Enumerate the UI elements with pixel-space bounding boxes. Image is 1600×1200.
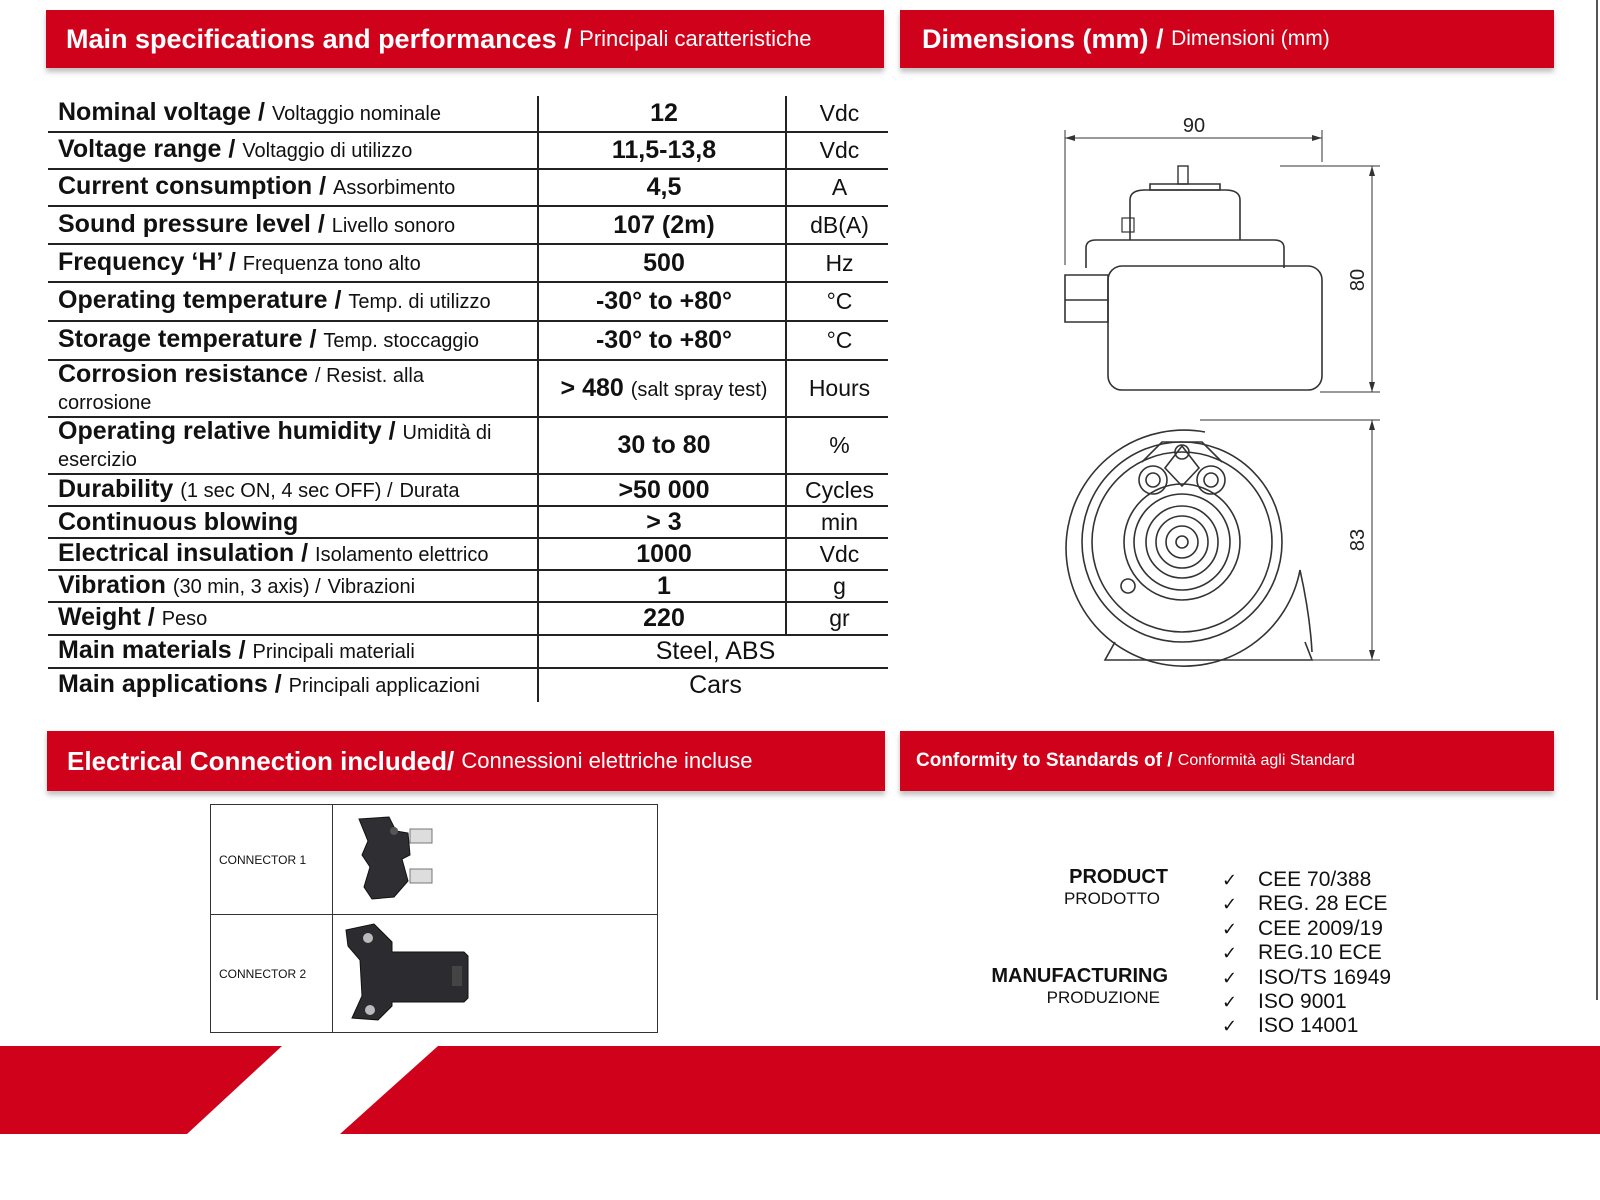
spec-label: Main materials / Principali materiali [48, 635, 538, 668]
table-row [48, 602, 888, 635]
spec-unit: dB(A) [786, 206, 888, 244]
spec-unit: % [786, 417, 888, 474]
spec-value: 4,5 [538, 169, 786, 206]
list-item: ✓ CEE 2009/19 [1222, 916, 1383, 940]
spec-value: > 3 [538, 506, 786, 538]
spec-label: Sound pressure level / Livello sonoro [48, 206, 538, 244]
spec-label: Electrical insulation / Isolamento elettrico [48, 538, 538, 570]
check-icon: ✓ [1222, 870, 1238, 890]
manufacturing-label [960, 965, 1168, 1008]
table-row [48, 169, 888, 206]
spec-label: Continuous blowing [48, 506, 538, 538]
spec-unit: Vdc [786, 132, 888, 169]
spec-label: Voltage range / Voltaggio di utilizzo [48, 132, 538, 169]
scrollbar[interactable] [1596, 0, 1598, 1000]
table-row [48, 360, 888, 417]
spec-label: Vibration (30 min, 3 axis) / Vibrazioni [48, 570, 538, 602]
table-row [48, 506, 888, 538]
spec-unit: Hz [786, 244, 888, 282]
spec-label: Main applications / Principali applicazioni [58, 670, 480, 698]
electrical-header-it: Connessioni elettriche incluse [461, 748, 753, 773]
conformity-header-en: Conformity to Standards of / [916, 750, 1173, 771]
dim-height-front-label: 83 [1347, 528, 1369, 552]
list-item: ✓ ISO 9001 [1222, 989, 1347, 1013]
table-row [48, 635, 888, 668]
spec-table [48, 96, 888, 702]
electrical-header-en: Electrical Connection included/ [67, 745, 455, 776]
spec-label: Nominal voltage / Voltaggio nominale [48, 96, 538, 132]
table-row [48, 474, 888, 506]
spec-unit: Vdc [786, 538, 888, 570]
spec-label: Corrosion resistance / Resist. alla corrosione [48, 360, 538, 417]
table-row [48, 206, 888, 244]
list-item: ✓ ISO/TS 16949 [1222, 965, 1392, 989]
spec-value: 30 to 80 [538, 417, 786, 474]
spec-label: Weight / Peso [48, 602, 538, 635]
spec-unit: °C [786, 282, 888, 321]
spec-label: Durability (1 sec ON, 4 sec OFF) / Durata [48, 474, 538, 506]
connector-label: CONNECTOR 1 [211, 805, 333, 915]
table-row [48, 244, 888, 282]
connector-2-icon [334, 916, 484, 1026]
table-row [48, 282, 888, 321]
dim-width-label: 90 [1182, 115, 1206, 137]
dimensions-header-en: Dimensions (mm) / [922, 23, 1164, 54]
spec-value: 220 [538, 602, 786, 635]
product-label [960, 866, 1168, 909]
spec-unit: Cycles [786, 474, 888, 506]
list-item: ✓ ISO 14001 [1222, 1014, 1359, 1038]
spec-label: Frequency ‘H’ / Frequenza tono alto [48, 244, 538, 282]
conformity-header-it: Conformità agli Standard [1177, 752, 1355, 769]
table-row [48, 538, 888, 570]
spec-unit: °C [786, 321, 888, 360]
spec-value: 11,5-13,8 [538, 132, 786, 169]
table-row [211, 915, 658, 1033]
manufacturing-label-en: MANUFACTURING [991, 965, 1168, 987]
spec-label: Operating temperature / Temp. di utilizzo [48, 282, 538, 321]
check-icon: ✓ [1222, 991, 1238, 1012]
connector-1-icon [334, 807, 484, 907]
check-icon: ✓ [1222, 918, 1238, 939]
spec-unit: Hours [786, 360, 888, 417]
check-icon: ✓ [1222, 943, 1238, 964]
specs-header-en: Main specifications and performances / [66, 23, 572, 54]
connector-table [210, 804, 658, 1033]
dim-height-side-label: 80 [1347, 268, 1369, 292]
spec-unit: min [786, 506, 888, 538]
spec-label: Storage temperature / Temp. stoccaggio [48, 321, 538, 360]
spec-unit: Vdc [786, 96, 888, 132]
check-icon: ✓ [1222, 894, 1238, 915]
table-row [48, 132, 888, 169]
footer-stripe [0, 1046, 1600, 1138]
dimensions-header [900, 10, 1554, 68]
connector-label: CONNECTOR 2 [211, 915, 333, 1033]
spec-unit: gr [786, 602, 888, 635]
spec-label: Current consumption / Assorbimento [48, 169, 538, 206]
table-row [48, 96, 888, 132]
spec-value: Steel, ABS [538, 635, 888, 668]
specs-header-it: Principali caratteristiche [579, 26, 812, 51]
connector-2-image [333, 915, 658, 1033]
product-label-it: PRODOTTO [1063, 889, 1160, 908]
spec-unit: A [786, 169, 888, 206]
product-label-en: PRODUCT [1069, 866, 1168, 888]
spec-value: 1000 [538, 538, 786, 570]
conformity-header [900, 731, 1554, 791]
table-row [48, 570, 888, 602]
connector-1-image [333, 805, 658, 915]
spec-value: 1 [538, 570, 786, 602]
dimensions-header-it: Dimensioni (mm) [1171, 27, 1330, 50]
spec-value: -30° to +80° [538, 282, 786, 321]
check-icon: ✓ [1222, 967, 1238, 988]
spec-value: >50 000 [538, 474, 786, 506]
spec-value: 107 (2m) [538, 206, 786, 244]
check-icon: ✓ [1222, 1016, 1238, 1037]
spec-unit: g [786, 570, 888, 602]
horn-dimension-drawing [900, 90, 1554, 680]
table-row [211, 805, 658, 915]
spec-value: Cars [538, 668, 888, 702]
manufacturing-label-it: PRODUZIONE [1046, 988, 1160, 1007]
spec-label: Operating relative humidity / Umidità di esercizio [48, 417, 538, 474]
spec-value: > 480 (salt spray test) [538, 360, 786, 417]
table-row [48, 668, 888, 702]
table-row [48, 321, 888, 360]
list-item: ✓ CEE 70/388 [1222, 868, 1372, 891]
electrical-header [47, 731, 885, 791]
spec-value: 500 [538, 244, 786, 282]
spec-value: 12 [538, 96, 786, 132]
specs-header [46, 10, 884, 68]
standards-list [1222, 868, 1391, 1039]
list-item: ✓ REG.10 ECE [1222, 941, 1382, 965]
list-item: ✓ REG. 28 ECE [1222, 892, 1388, 916]
spec-value: -30° to +80° [538, 321, 786, 360]
table-row [48, 417, 888, 474]
